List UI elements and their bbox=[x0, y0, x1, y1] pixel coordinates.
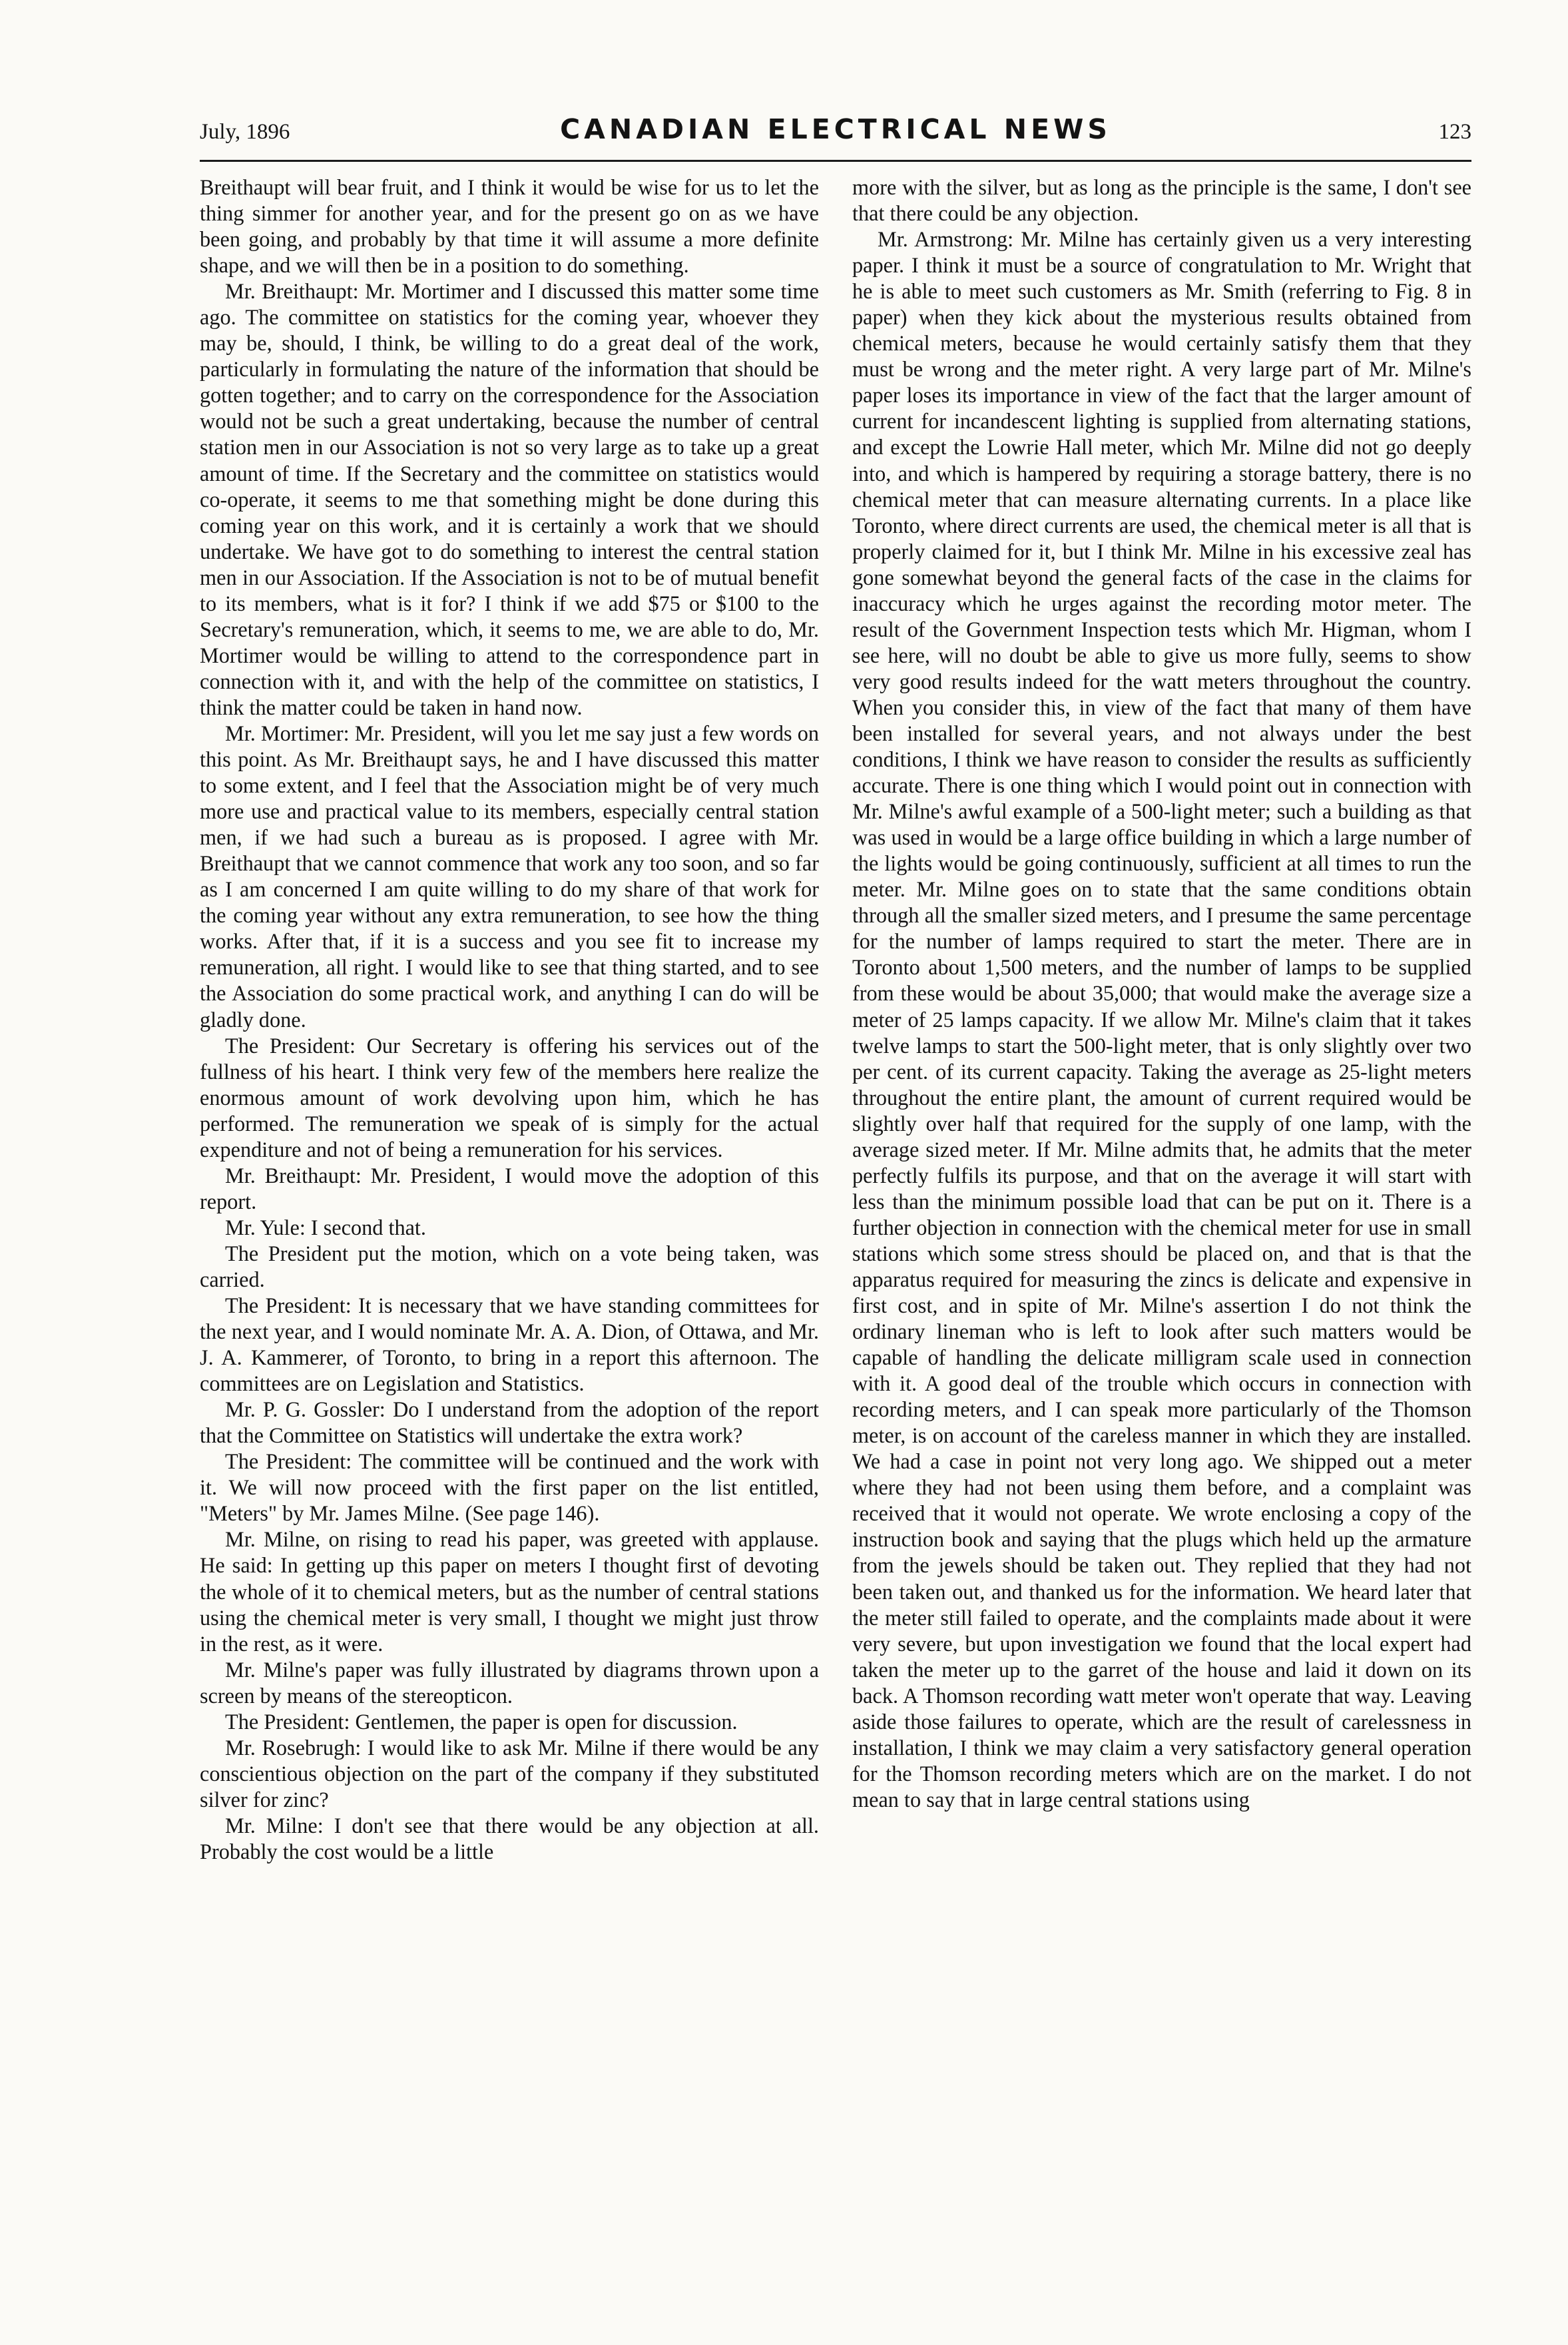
paragraph: The President: The committee will be continued and the work with it. We will now proceed with the first paper on the list entitled, "Meters" by Mr. James Milne. (See page 146). bbox=[200, 1449, 819, 1526]
paragraph: Mr. Milne's paper was fully illustrated by diagrams thrown upon a screen by means of the stereopticon. bbox=[200, 1657, 819, 1708]
header-rule bbox=[200, 160, 1471, 162]
paragraph: Mr. Armstrong: Mr. Milne has certainly given us a very interesting paper. I think it must be a source of congratulation to Mr. Wright that he is able to meet such customers as Mr. Smith (referring to Fig. 8 in paper) when they kick about the mysterious results obtained from chemical meters, because he would certainly satisfy them that they must be wrong and the meter right. A very large part of Mr. Milne's paper loses its importance in view of the fact that the larger amount of current for incandescent lighting is supplied from alternating stations, and except the Lowrie Hall meter, which Mr. Milne did not go deeply into, and which is hampered by requiring a storage battery, there is no chemical meter that can measure alternating currents. In a place like Toronto, where direct currents are used, the chemical meter is all that is properly claimed for it, but I think Mr. Milne in his excessive zeal has gone somewhat beyond the general facts of the case in the claims for inaccuracy which he urges against the recording motor meter. The result of the Government Inspection tests which Mr. Higman, whom I see here, will no doubt be able to give us more fully, seems to show very good results indeed for the watt meters throughout the country. When you consider this, in view of the fact that many of them have been installed for several years, and not always under the best conditions, I think we have reason to consider the results as sufficiently accurate. There is one thing which I would point out in connection with Mr. Milne's awful example of a 500-light meter; such a building as that was used in would be a large office building in which a large number of the lights would be going continuously, sufficient at all times to run the meter. Mr. Milne goes on to state that the same conditions obtain through all the smaller sized meters, and I presume the same percentage for the number of lamps required to start the meter. There are in Toronto about 1,500 meters, and the number of lamps to be supplied from these would be about 35,000; that would make the average size a meter of 25 lamps capacity. If we allow Mr. Milne's claim that it takes twelve lamps to start the 500-light meter, that is only slightly over two per cent. of its current capacity. Taking the average as 25-light meters throughout the entire plant, the amount of current required would be slightly over half that required for the supply of one lamp, with the average sized meter. If Mr. Milne admits that, he admits that the meter perfectly fulfils its purpose, and that on the average it will start with less than the minimum possible load that can be put on it. There is a further objection in connection with the chemical meter for use in small stations which some stress should be placed on, and that is that the apparatus required for measuring the zincs is delicate and expensive in first cost, and in spite of Mr. Milne's assertion I do not think the ordinary lineman who is left to look after such matters would be capable of handling the delicate milligram scale used in connection with it. A good deal of the trouble which occurs in connection with recording meters, and I can speak more particularly of the Thomson meter, is on account of the careless manner in which they are installed. We had a case in point not very long ago. We shipped out a meter where they had not been using them before, and a complaint was received that it would not operate. We wrote enclosing a copy of the instruction book and saying that the plugs which held up the armature from the jewels should be taken out. They replied that they had not been taken out, and thanked us for the information. We heard later that the meter still failed to operate, and the complaints made about it were very severe, but upon investigation we found that the local expert had taken the meter up to the garret of the house and laid it down on its back. A Thomson recording watt meter won't operate that way. Leaving aside those failures to operate, which are the result of carelessness in installation, I think we may claim a very satisfactory general operation for the Thomson recording meters which are on the market. I do not mean to say that in large central stations using bbox=[852, 227, 1471, 1812]
paragraph: Mr. P. G. Gossler: Do I understand from the adoption of the report that the Committee on Statistics will undertake the extra work? bbox=[200, 1397, 819, 1448]
paragraph: Mr. Breithaupt: Mr. Mortimer and I discussed this matter some time ago. The committee on statistics for the coming year, whoever they may be, should, I think, be willing to do a great deal of the work, particularly in formulating the nature of the information that should be gotten together; and to carry on the correspondence for the Association would not be such a great undertaking, because the number of central station men in our Association is not so very large as to take up a great amount of time. If the Secretary and the committee on statistics would co-operate, it seems to me that something might be done during this coming year on this work, and it is certainly a work that we should undertake. We have got to do something to interest the central station men in our Association. If the Association is not to be of mutual benefit to its members, what is it for? I think if we add $75 or $100 to the Secretary's remuneration, which, it seems to me, we are able to do, Mr. Mortimer would be willing to attend to the correspondence part in connection with it, and with the help of the committee on statistics, I think the matter could be taken in hand now. bbox=[200, 279, 819, 719]
paragraph: Breithaupt will bear fruit, and I think it would be wise for us to let the thing simmer for another year, and for the present go on as we have been going, and probably by that time it will assume a more definite shape, and we will then be in a position to do something. bbox=[200, 175, 819, 278]
paragraph: more with the silver, but as long as the principle is the same, I don't see that there could be any objection. bbox=[852, 175, 1471, 226]
paragraph: Mr. Yule: I second that. bbox=[225, 1215, 426, 1239]
page-number: 123 bbox=[1438, 120, 1471, 144]
paragraph: Mr. Breithaupt: Mr. President, I would move the adoption of this report. bbox=[200, 1163, 819, 1213]
paragraph: Mr. Milne, on rising to read his paper, was greeted with applause. He said: In getting up this paper on meters I thought first of devoting the whole of it to chemical meters, but as the number of central stations using the chemical meter is very small, I thought we might just throw in the rest, as it were. bbox=[200, 1527, 819, 1656]
paragraph: The President: It is necessary that we have standing committees for the next year, and I would nominate Mr. A. A. Dion, of Ottawa, and Mr. J. A. Kammerer, of Toronto, to bring in a report this afternoon. The committees are on Legislation and Statistics. bbox=[200, 1293, 819, 1396]
paragraph: Mr. Mortimer: Mr. President, will you let me say just a few words on this point. As Mr. Breithaupt says, he and I have discussed this matter to some extent, and I feel that the Association might be of very much more use and practical value to its members, especially central station men, if we had such a bureau as is proposed. I agree with Mr. Breithaupt that we cannot commence that work any too soon, and so far as I am concerned I am quite willing to do my share of that work for the coming year without any extra remuneration, to see how the thing works. After that, if it is a success and you see fit to increase my remuneration, all right. I would like to see that thing started, and to see the Association do some practical work, and anything I can do will be gladly done. bbox=[200, 721, 819, 1032]
paragraph: The President: Our Secretary is offering his services out of the fullness of his heart. I think very few of the members here realize the enormous amount of work devolving upon him, which he has performed. The remuneration we speak of is simply for the actual expenditure and not of being a remuneration for his services. bbox=[200, 1033, 819, 1162]
paragraph: The President put the motion, which on a vote being taken, was carried. bbox=[200, 1241, 819, 1291]
paragraph: Mr. Rosebrugh: I would like to ask Mr. Milne if there would be any conscientious objection on the part of the company if they substituted silver for zinc? bbox=[200, 1735, 819, 1812]
left-column bbox=[200, 174, 819, 1865]
paragraph: Mr. Milne: I don't see that there would be any objection at all. Probably the cost would be a little bbox=[200, 1813, 819, 1863]
right-column bbox=[852, 174, 1471, 1813]
publication-title: CANADIAN ELECTRICAL NEWS bbox=[560, 113, 1111, 145]
paragraph: The President: Gentlemen, the paper is open for discussion. bbox=[225, 1709, 738, 1734]
page-header bbox=[200, 108, 1471, 155]
issue-date: July, 1896 bbox=[200, 120, 290, 144]
